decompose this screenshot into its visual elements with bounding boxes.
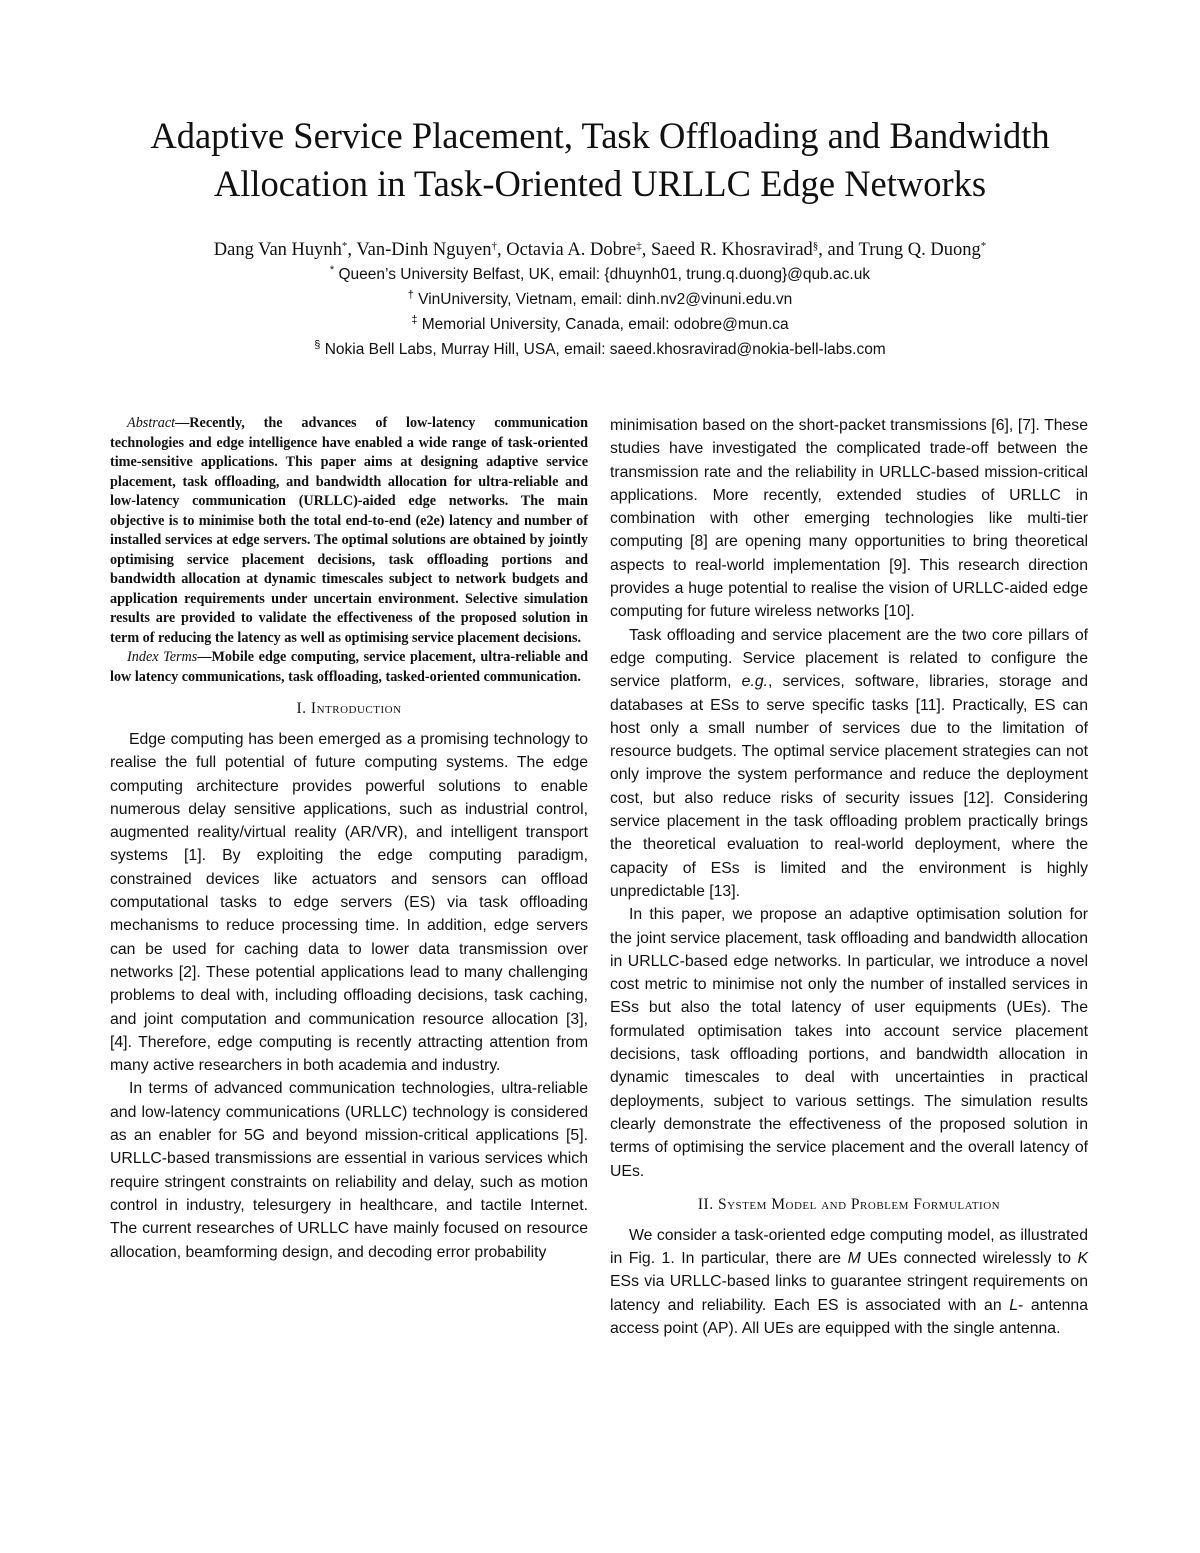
abstract xyxy=(110,414,588,648)
abstract-label: Abstract xyxy=(127,415,176,431)
paper-title xyxy=(80,112,1120,208)
symbol-M: M xyxy=(847,1250,861,1268)
author-3-mark: ‡ xyxy=(636,240,642,252)
author-5-mark: * xyxy=(980,240,987,252)
author-4-mark: § xyxy=(812,240,819,252)
affiliation-2-text: VinUniversity, Vietnam, email: dinh.nv2@vinuni.edu.vn xyxy=(418,291,793,308)
affiliation-4 xyxy=(60,339,1140,361)
author-4: Saeed R. Khosravirad xyxy=(650,240,813,260)
affiliation-1-text: Queen’s University Belfast, UK, email: {dhuynh01, trung.q.duong}@qub.ac.uk xyxy=(338,266,871,283)
affiliation-3-mark: ‡ xyxy=(411,314,418,326)
paragraph-sm-part-d: - antenna access point (AP). All UEs are equipped with the single antenna. xyxy=(610,1296,1088,1337)
title-line-1: Adaptive Service Placement, Task Offloading and Bandwidth xyxy=(150,115,1050,156)
left-column xyxy=(110,414,588,1264)
paragraph-intro-2-continued: minimisation based on the short-packet transmissions [6], [7]. These studies have investigated the complicated trade-off between the transmission rate and the reliability in URLLC-based mission-critical applications. More recently, extended studies of URLLC in combination with other emerging technologies like multi-tier computing [8] are opening many opportunities to bring theoretical aspects to real-world implementation [9]. This research direction provides a huge potential to realise the vision of URLLC-aided edge computing for future wireless networks [10]. xyxy=(610,417,1088,621)
paragraph-intro-2: In terms of advanced communication technologies, ultra-reliable and low-latency communications (URLLC) technology is considered as an enabler for 5G and beyond mission-critical applications [5]. URLLC-based transmissions are essential in various services which require stringent constraints on reliability and delay, such as motion control in industry, telesurgery in healthcare, and tactile Internet. The current researches of URLLC have mainly focused on resource allocation, beamforming design, and decoding error probability xyxy=(110,1080,588,1261)
affiliation-3-text: Memorial University, Canada, email: odobre@mun.ca xyxy=(421,316,789,333)
affiliation-1-mark: * xyxy=(329,264,335,276)
index-terms-text: —Mobile edge computing, service placement, ultra-reliable and low latency communications, task offloading, tasked-oriented communication. xyxy=(110,649,588,685)
paragraph-sm-part-a: We consider a task-oriented edge computing model, as illustrated in Fig. 1. In particular, there are xyxy=(610,1226,1088,1268)
index-terms-label: Index Terms xyxy=(127,649,198,665)
paragraph-sm-part-c: ESs via URLLC-based links to guarantee stringent requirements on latency and reliability. Each ES is associated with an xyxy=(610,1273,1088,1314)
paragraph-intro-3-part-a: Task offloading and service placement are the two core pillars of edge computing. Service placement is related to configure the service platform, xyxy=(610,626,1088,691)
author-3: Octavia A. Dobre xyxy=(506,240,637,260)
paragraph-intro-3-part-b: , services, software, libraries, storage and databases at ESs to serve specific tasks [11]. Practically, ES can host only a small number of services due to the limitation of resource budgets. The optimal service placement strategies can not only improve the system performance and reduce the deployment cost, but also reduce risks of security issues [12]. Considering service placement in the task offloading problem practically brings the theoretical evaluation to real-world deployment, where the capacity of ESs is limited and the environment is highly unpredictable [13]. xyxy=(610,673,1088,900)
paragraph-system-model-1 xyxy=(610,1224,1088,1340)
author-list: Dang Van Huynh*, Van-Dinh Nguyen†, Octavia A. Dobre‡, Saeed R. Khosravirad§, and Trung Q. Duong* xyxy=(213,240,987,260)
symbol-K: K xyxy=(1077,1250,1088,1268)
paragraph-intro-4: In this paper, we propose an adaptive optimisation solution for the joint service placement, task offloading and bandwidth allocation in URLLC-based edge networks. In particular, we introduce a novel cost metric to minimise not only the number of installed services in ESs but also the total latency of user equipments (UEs). The formulated optimisation takes into account service placement decisions, task offloading portions, and bandwidth allocation in dynamic timescales to deal with uncertainties in practical deployments, subject to various settings. The simulation results clearly demonstrate the effectiveness of the proposed solution in terms of optimising the service placement and the overall latency of UEs. xyxy=(610,906,1088,1180)
section-2-number: II. xyxy=(697,1195,714,1213)
affiliation-3 xyxy=(60,314,1140,336)
affiliation-2-mark: † xyxy=(407,289,414,301)
section-1-title: Introduction xyxy=(310,700,402,717)
author-5: and Trung Q. Duong xyxy=(827,240,981,260)
affiliation-2 xyxy=(60,289,1140,311)
index-terms xyxy=(110,648,588,687)
eg-abbreviation: e.g. xyxy=(741,673,769,691)
paragraph-sm-part-b: UEs connected wirelessly to xyxy=(860,1250,1078,1268)
right-column xyxy=(610,414,1088,1340)
abstract-text: —Recently, the advances of low-latency communication technologies and edge intelligence have enabled a wide range of task-oriented time-sensitive applications. This paper aims at designing adaptive service placement, task offloading, and bandwidth allocation for ultra-reliable and low-latency communication (URLLC)-aided edge networks. The main objective is to minimise both the total end-to-end (e2e) latency and number of installed services at edge servers. The optimal solutions are obtained by jointly optimising service placement decisions, task offloading portions and bandwidth allocation at dynamic timescales subject to network budgets and application requirements under uncertain environment. Selective simulation results are provided to validate the effectiveness of the proposed solution in term of reducing the latency as well as optimising service placement decisions. xyxy=(110,415,588,646)
section-1-number: I. xyxy=(296,700,307,717)
author-2-mark: † xyxy=(491,240,497,252)
section-heading-introduction xyxy=(110,699,588,719)
author-1-mark: * xyxy=(341,240,348,252)
paragraph-intro-3 xyxy=(610,624,1088,904)
section-2-title: System Model and Problem Formulation xyxy=(717,1195,1001,1213)
affiliation-4-mark: § xyxy=(314,339,321,351)
affiliation-4-text: Nokia Bell Labs, Murray Hill, USA, email: saeed.khosravirad@nokia-bell-labs.com xyxy=(324,341,886,358)
section-heading-system-model xyxy=(610,1195,1088,1215)
author-2: Van-Dinh Nguyen xyxy=(356,240,492,260)
paragraph-intro-1: Edge computing has been emerged as a promising technology to realise the full potential of future computing systems. The edge computing architecture provides powerful solutions to enable numerous delay sensitive applications, such as industrial control, augmented reality/virtual reality (AR/VR), and intelligent transport systems [1]. By exploiting the edge computing paradigm, constrained devices like actuators and sensors can offload computational tasks to edge servers (ES) via task offloading mechanisms to reduce processing time. In addition, edge servers can be used for caching data to lower data transmission over networks [2]. These potential applications lead to many challenging problems to deal with, including offloading decisions, task caching, and joint computation and communication resource allocation [3], [4]. Therefore, edge computing is recently attracting attention from many active researchers in both academia and industry. xyxy=(110,731,588,1075)
title-line-2: Allocation in Task-Oriented URLLC Edge Networks xyxy=(213,163,987,204)
symbol-L: L xyxy=(1009,1296,1019,1314)
affiliation-1 xyxy=(60,264,1140,286)
author-1: Dang Van Huynh xyxy=(213,240,342,260)
